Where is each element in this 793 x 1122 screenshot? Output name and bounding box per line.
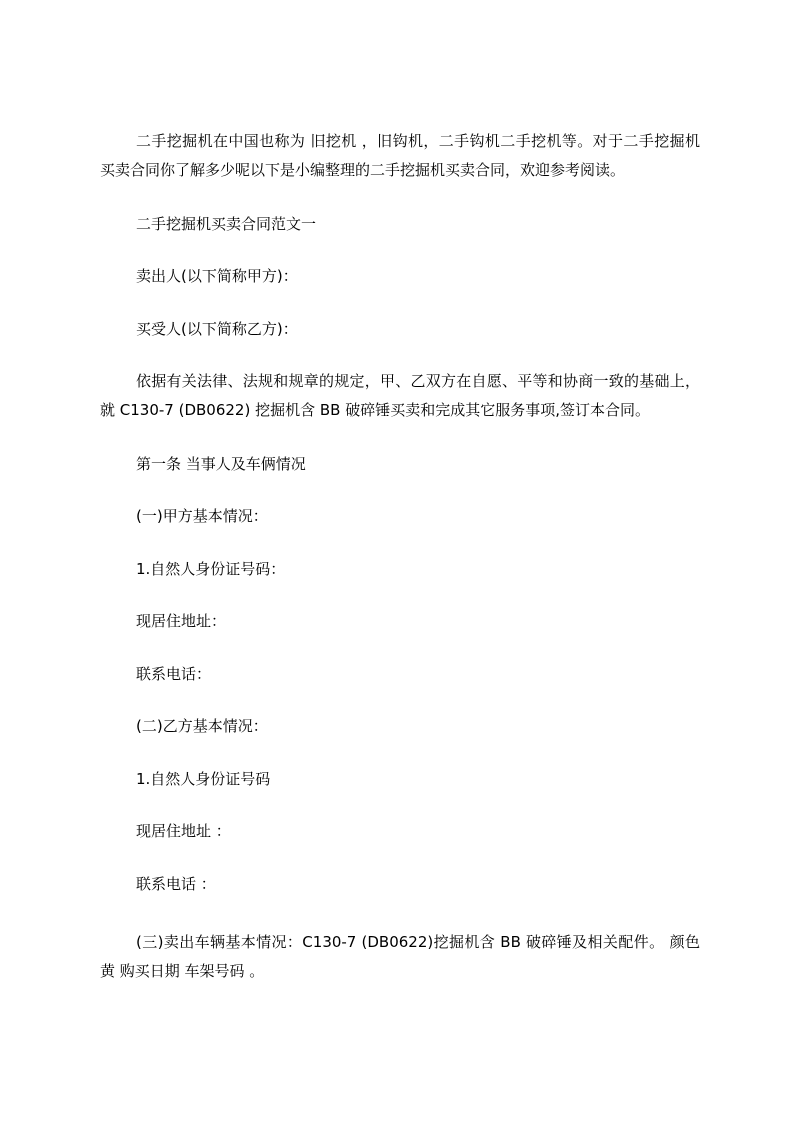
party-b-phone-line: 联系电话 ： [136,875,216,893]
party-a-phone-line: 联系电话： [136,665,212,683]
vehicle-info-paragraph: (三)卖出车辆基本情况：C130-7 (DB0622)挖掘机含 BB 破碎锤及相关配件。 颜色 黄 购买日期 车架号码 。 [100,933,705,980]
seller-line: 卖出人(以下简称甲方)： [136,267,298,285]
intro-paragraph: 二手挖掘机在中国也称为 旧挖机 ，旧钩机，二手钩机二手挖机等。对于二手挖掘机买卖合同你了解多少呢以下是小编整理的二手挖掘机买卖合同，欢迎参考阅读。 [100,132,700,179]
party-a-id-line: 1.自然人身份证号码： [136,560,286,578]
party-a-heading: (一)甲方基本情况： [136,507,268,525]
party-a-address-line: 现居住地址： [136,612,227,630]
party-b-heading: (二)乙方基本情况： [136,717,268,735]
contract-title: 二手挖掘机买卖合同范文一 [136,215,317,233]
party-b-address-line: 现居住地址 ： [136,822,231,840]
preamble-paragraph: 依据有关法律、法规和规章的规定，甲、乙双方在自愿、平等和协商一致的基础上，就 C130-7 (DB0622) 挖掘机含 BB 破碎锤买卖和完成其它服务事项,签订本合同。 [100,372,700,419]
party-b-id-line: 1.自然人身份证号码 [136,770,271,788]
buyer-line: 买受人(以下简称乙方)： [136,320,298,338]
article-one-heading: 第一条 当事人及车俩情况 [136,455,306,473]
